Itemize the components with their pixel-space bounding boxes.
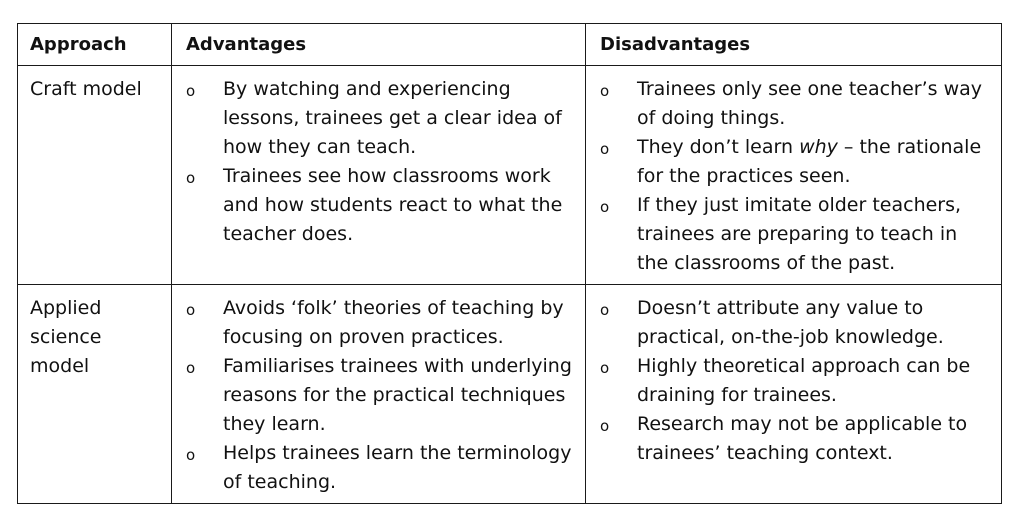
- list-item: [172, 439, 577, 497]
- header-advantages: [172, 24, 586, 66]
- list-item-text: Helps trainees learn the terminology of teaching.: [223, 442, 572, 493]
- header-approach-label: Approach: [30, 34, 127, 55]
- list-item-text: By watching and experiencing lessons, trainees get a clear idea of how they can teach.: [223, 78, 562, 158]
- list-item: [586, 191, 993, 278]
- list-item-text: Trainees only see one teacher’s way of doing things.: [637, 78, 983, 129]
- list-item-text: Trainees see how classrooms work and how students react to what the teacher does.: [223, 165, 563, 245]
- list-item: [172, 352, 577, 439]
- list-item-text: Avoids ‘folk’ theories of teaching by focusing on proven practices.: [223, 297, 564, 348]
- list-item: [172, 162, 577, 249]
- text-segment: – the rationale for the practices seen.: [637, 136, 982, 187]
- comparison-table: [17, 23, 1002, 504]
- list-item-text: Research may not be applicable to trainees’ teaching context.: [637, 413, 968, 464]
- advantages-cell: [172, 285, 586, 504]
- header-disadvantages: [586, 24, 1002, 66]
- list-item-text: Familiarises trainees with underlying reasons for the practical techniques they learn.: [223, 355, 572, 435]
- advantages-list: [172, 285, 585, 503]
- approach-label: Applied science model: [30, 297, 102, 377]
- approach-label: Craft model: [30, 78, 142, 100]
- list-item-text: Doesn’t attribute any value to practical, on-the-job knowledge.: [637, 297, 944, 348]
- advantages-cell: [172, 66, 586, 285]
- text-segment: They don’t learn: [637, 136, 800, 158]
- approach-cell: [18, 285, 172, 504]
- bullet-icon: o: [600, 301, 610, 319]
- approach-cell: [18, 66, 172, 285]
- bullet-icon: o: [186, 446, 196, 464]
- list-item-text: Highly theoretical approach can be draining for trainees.: [637, 355, 971, 406]
- advantages-list: [172, 66, 585, 255]
- disadvantages-cell: [586, 285, 1002, 504]
- list-item: [586, 410, 993, 468]
- header-disadvantages-label: Disadvantages: [600, 34, 751, 55]
- disadvantages-cell: [586, 66, 1002, 285]
- bullet-icon: o: [600, 417, 610, 435]
- bullet-icon: o: [186, 169, 196, 187]
- list-item: [586, 294, 993, 352]
- table-row-applied-science-model: [18, 285, 1002, 504]
- bullet-icon: o: [186, 82, 196, 100]
- disadvantages-list: [586, 66, 1001, 284]
- table-row-craft-model: [18, 66, 1002, 285]
- list-item: [172, 75, 577, 162]
- list-item: [172, 294, 577, 352]
- bullet-icon: o: [600, 82, 610, 100]
- header-advantages-label: Advantages: [186, 34, 307, 55]
- list-item: [586, 133, 993, 191]
- header-approach: [18, 24, 172, 66]
- bullet-icon: o: [186, 301, 196, 319]
- bullet-icon: o: [600, 198, 610, 216]
- emphasis-text: why: [799, 136, 838, 158]
- disadvantages-list: [586, 285, 1001, 474]
- list-item: [586, 352, 993, 410]
- bullet-icon: o: [186, 359, 196, 377]
- header-row: [18, 24, 1002, 66]
- list-item: [586, 75, 993, 133]
- list-item-text: If they just imitate older teachers, trainees are preparing to teach in the classrooms of the past.: [637, 194, 962, 274]
- list-item-text: [637, 136, 981, 187]
- bullet-icon: o: [600, 140, 610, 158]
- bullet-icon: o: [600, 359, 610, 377]
